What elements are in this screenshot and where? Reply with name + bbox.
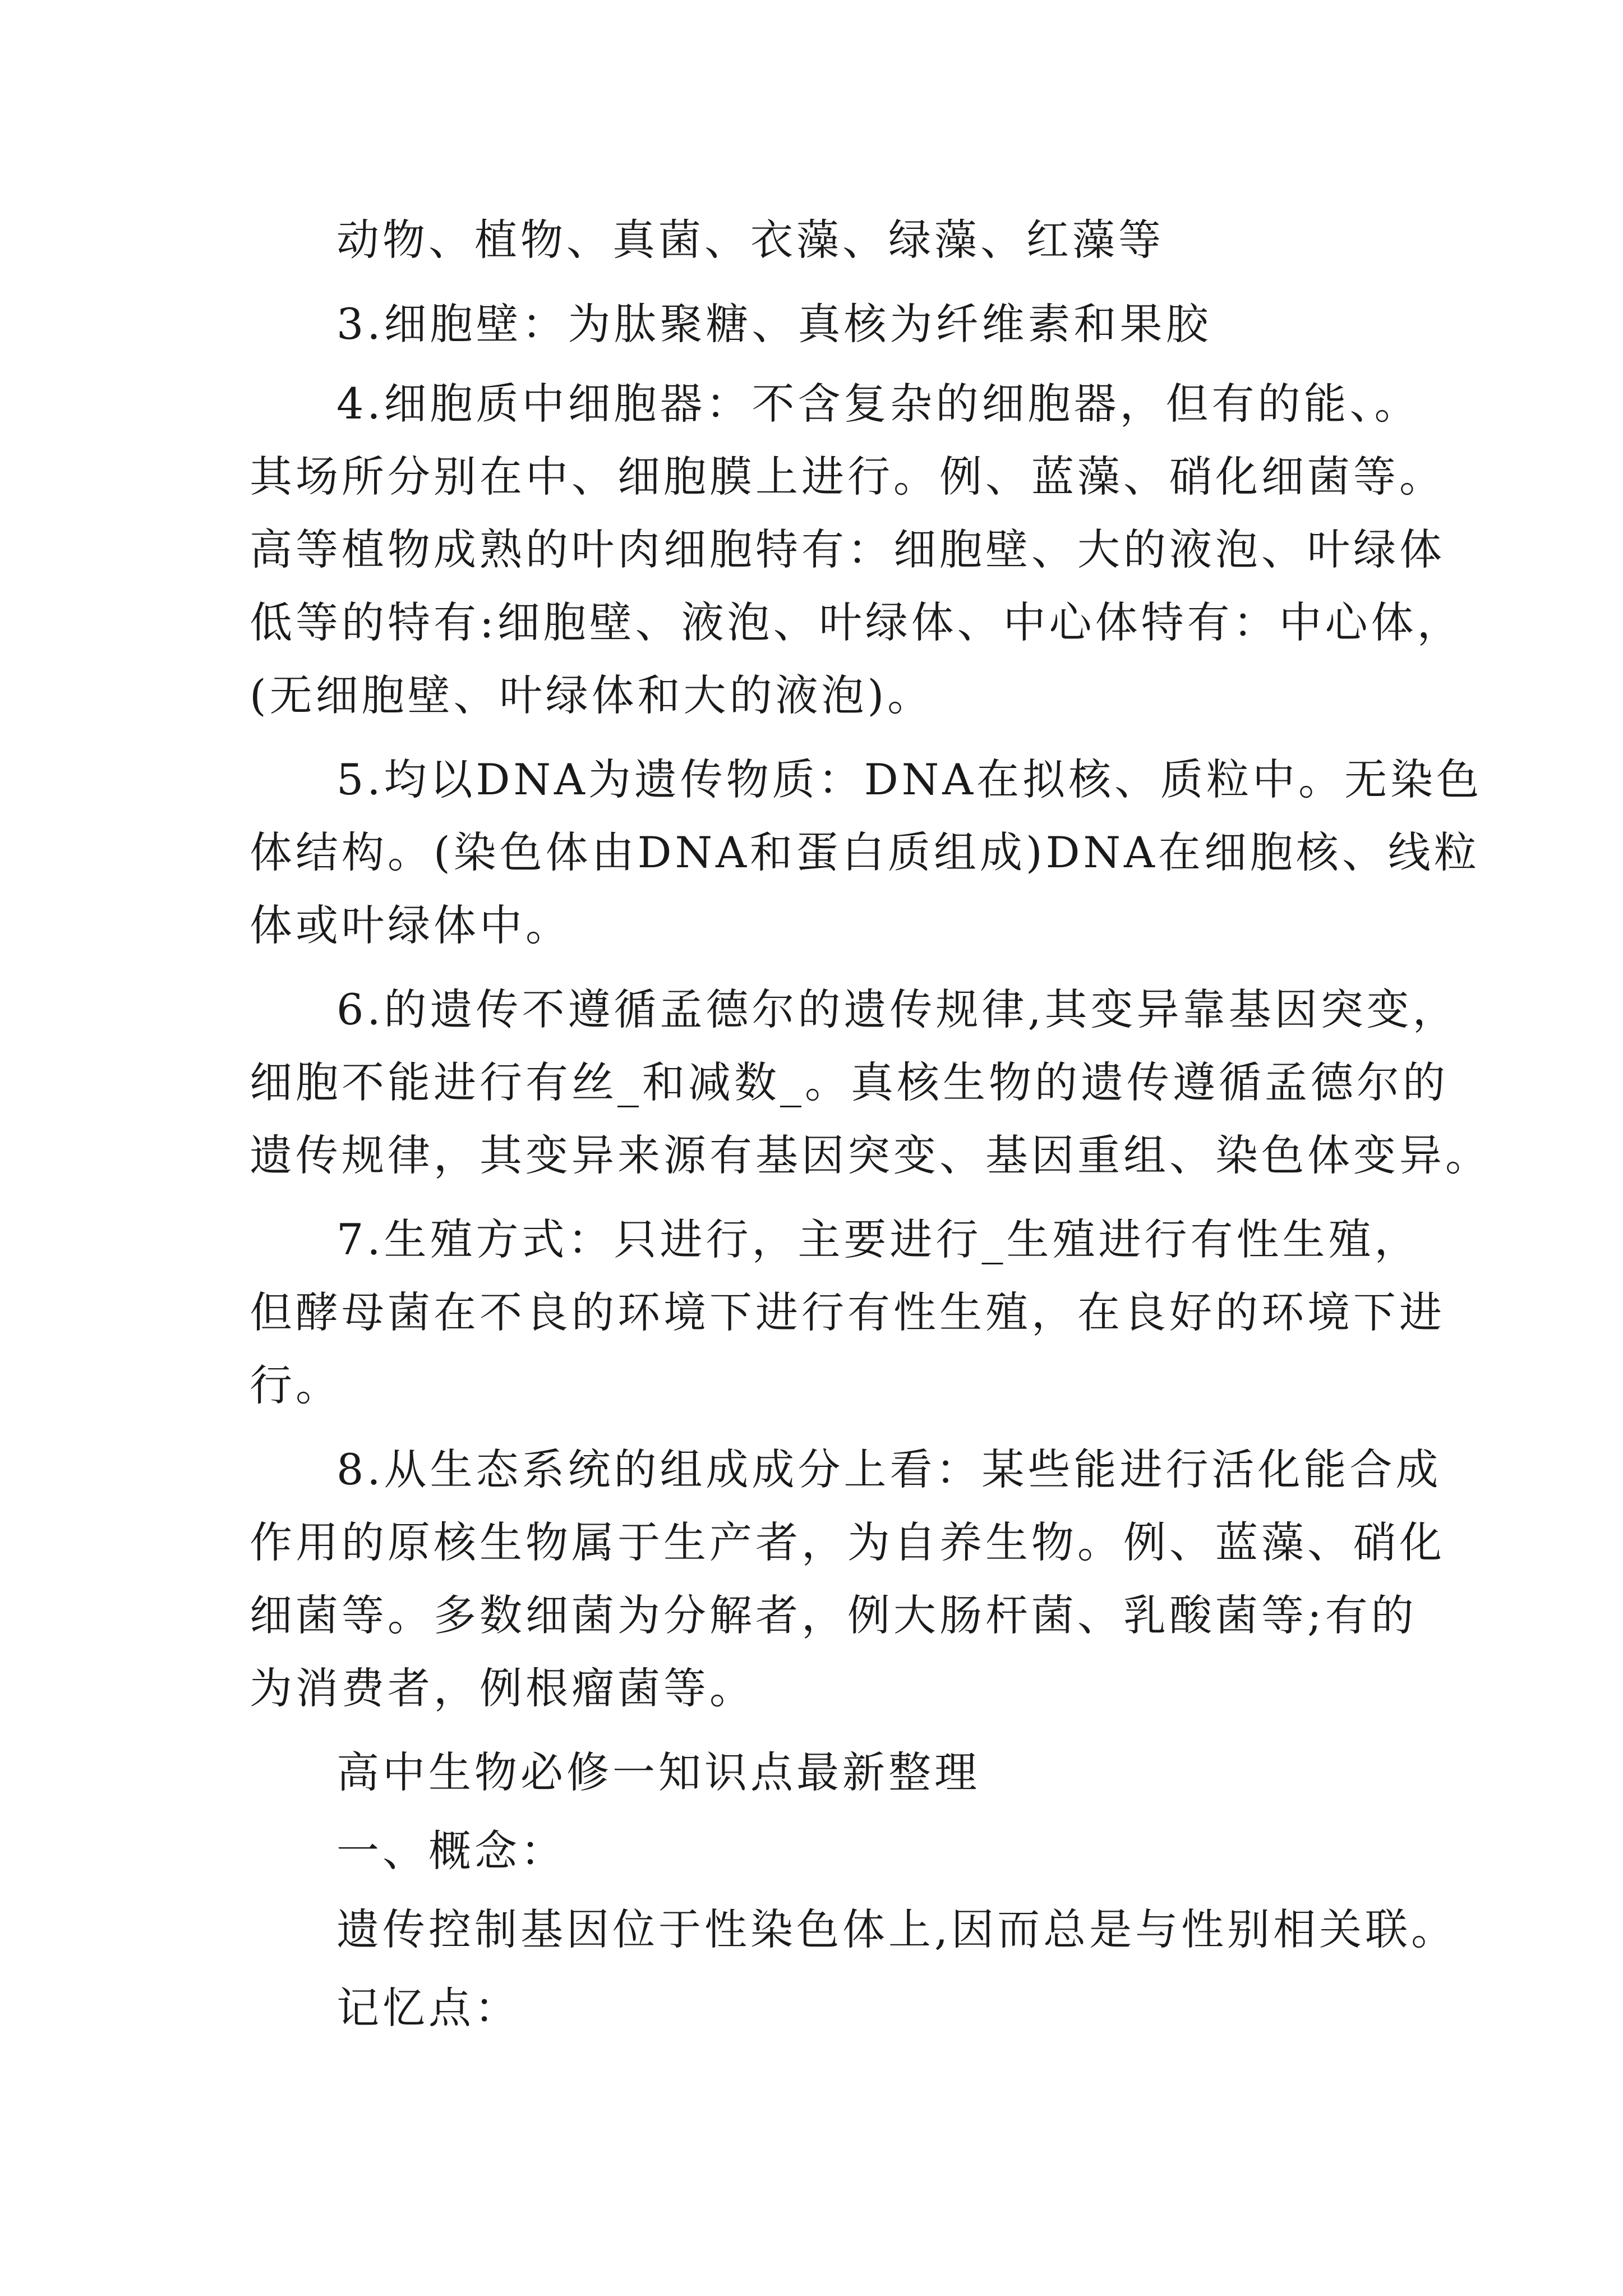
text-line: 细菌等。多数细菌为分解者，例大肠杆菌、乳酸菌等;有的 (250, 1590, 1417, 1640)
text-line: 遗传规律，其变异来源有基因突变、基因重组、染色体变异。 (250, 1130, 1491, 1180)
text-line: 遗传控制基因位于性染色体上,因而总是与性别相关联。 (336, 1904, 1458, 1954)
text-line: 4.细胞质中细胞器：不含复杂的细胞器，但有的能、。 (336, 379, 1421, 429)
text-line: 作用的原核生物属于生产者，为自养生物。例、蓝藻、硝化 (250, 1517, 1445, 1567)
text-line: 高等植物成熟的叶肉细胞特有：细胞壁、大的液泡、叶绿体 (250, 524, 1445, 574)
text-line: 但酵母菌在不良的环境下进行有性生殖，在良好的环境下进 (250, 1287, 1445, 1337)
text-line: 6.的遗传不遵循孟德尔的遗传规律,其变异靠基因突变， (336, 984, 1459, 1034)
text-line: 低等的特有:细胞壁、液泡、叶绿体、中心体特有：中心体， (250, 597, 1463, 647)
text-line: 5.均以DNA为遗传物质：DNA在拟核、质粒中。无染色 (336, 754, 1483, 804)
text-line: 3.细胞壁：为肽聚糖、真核为纤维素和果胶 (336, 299, 1212, 349)
text-line: 体结构。(染色体由DNA和蛋白质组成)DNA在细胞核、线粒 (250, 827, 1480, 877)
text-line: 体或叶绿体中。 (250, 900, 571, 950)
text-line: 8.从生态系统的组成成分上看：某些能进行活化能合成 (336, 1444, 1442, 1494)
text-line: 记忆点： (336, 1983, 520, 2033)
text-line: 行。 (250, 1360, 342, 1410)
text-line: 7.生殖方式：只进行，主要进行_生殖进行有性生殖， (336, 1214, 1421, 1264)
text-line: 细胞不能进行有丝_和减数_。真核生物的遗传遵循孟德尔的 (250, 1057, 1449, 1107)
text-line: (无细胞壁、叶绿体和大的液泡)。 (250, 670, 934, 720)
text-line: 动物、植物、真菌、衣藻、绿藻、红藻等 (336, 215, 1164, 265)
text-line: 其场所分别在中、细胞膜上进行。例、蓝藻、硝化细菌等。 (250, 452, 1445, 501)
section-heading: 高中生物必修一知识点最新整理 (336, 1747, 980, 1797)
subsection-heading: 一、概念： (336, 1826, 566, 1876)
text-line: 为消费者，例根瘤菌等。 (250, 1663, 755, 1713)
